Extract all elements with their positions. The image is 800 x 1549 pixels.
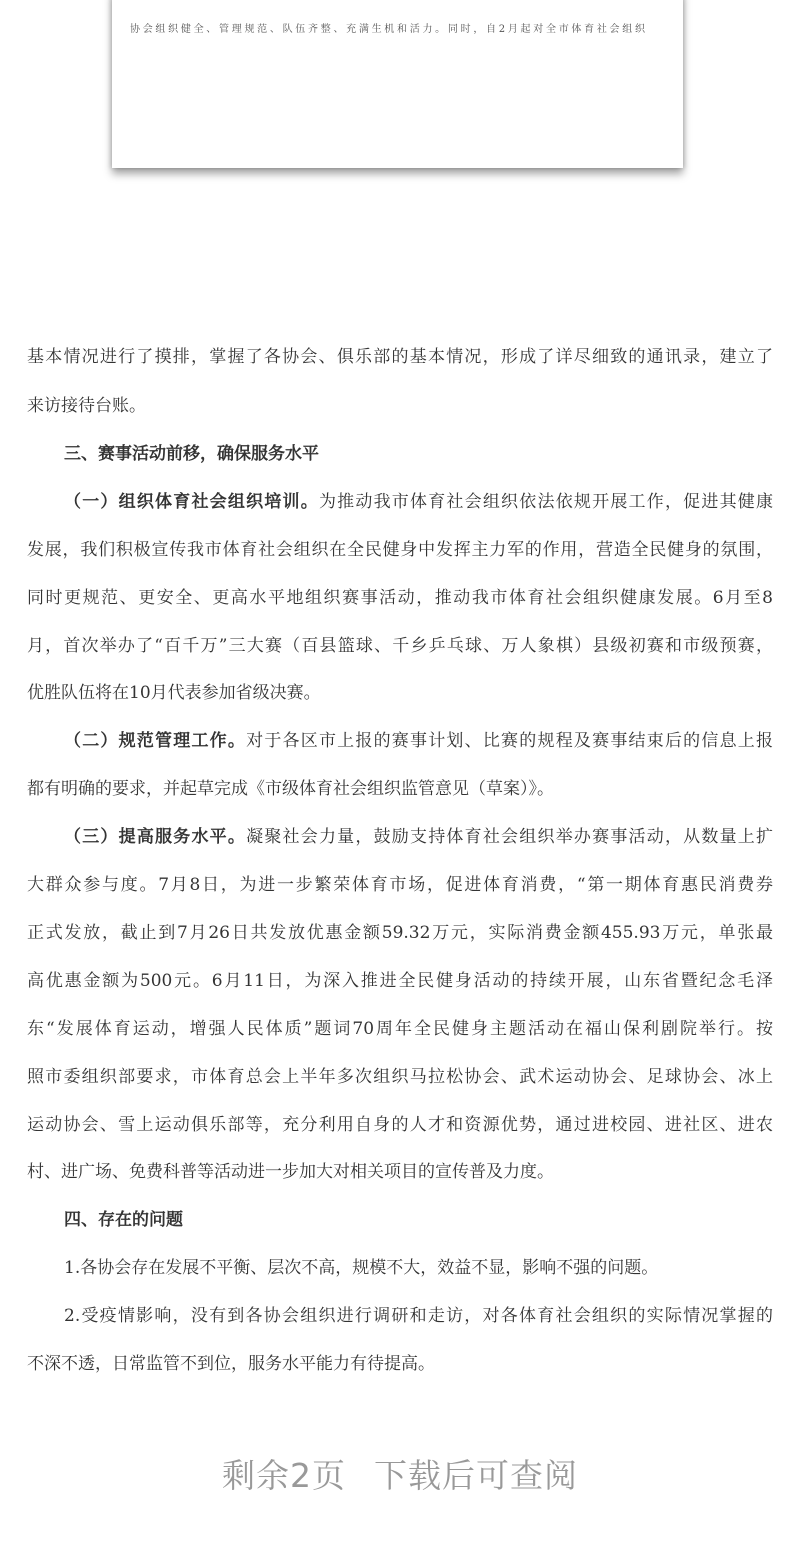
paragraph-line: 同时更规范、更安全、更高水平地组织赛事活动，推动我市体育社会组织健康发展。6月至8 (27, 588, 773, 608)
paragraph-text: 对于各区市上报的赛事计划、比赛的规程及赛事结束后的信息上报 (246, 731, 774, 751)
subheading-1: （一）组织体育社会组织培训。 (64, 492, 319, 512)
paragraph-line: 2.受疫情影响，没有到各协会组织进行调研和走访，对各体育社会组织的实际情况掌握的 (64, 1306, 773, 1326)
paragraph-line: 东“发展体育运动，增强人民体质”题词70周年全民健身主题活动在福山保利剧院举行。按 (27, 1019, 773, 1039)
paragraph-line: 村、进广场、免费科普等活动进一步加大对相关项目的宣传普及力度。 (27, 1162, 554, 1182)
paragraph-line: 照市委组织部要求，市体育总会上半年多次组织马拉松协会、武术运动协会、足球协会、冰上 (27, 1067, 773, 1087)
paragraph-text: 凝聚社会力量，鼓励支持体育社会组织举办赛事活动，从数量上扩 (246, 827, 774, 847)
paragraph-line: 基本情况进行了摸排，掌握了各协会、俱乐部的基本情况，形成了详尽细致的通讯录，建立了 (27, 347, 773, 367)
paragraph-line: 运动协会、雪上运动俱乐部等，充分利用自身的人才和资源优势，通过进校园、进社区、进农 (27, 1115, 773, 1135)
remaining-pages-text: 剩余2页 (222, 1456, 346, 1495)
document-preview-card (112, 0, 683, 168)
paragraph-line: 高优惠金额为500元。6月11日，为深入推进全民健身活动的持续开展，山东省暨纪念毛泽 (27, 971, 773, 991)
preview-text-line: 协会组织健全、管理规范、队伍齐整、充满生机和活力。同时，自2月起对全市体育社会组织 (130, 24, 645, 35)
paragraph-line: 优胜队伍将在10月代表参加省级决赛。 (27, 683, 321, 703)
paragraph-line: 都有明确的要求，并起草完成《市级体育社会组织监管意见（草案）》。 (27, 779, 554, 799)
download-to-view-text: 下载后可查阅 (374, 1456, 578, 1495)
paragraph-text: 为推动我市体育社会组织依法依规开展工作，促进其健康 (318, 492, 774, 512)
paragraph-line (64, 729, 773, 753)
paragraph-line (64, 490, 773, 514)
section-heading-4: 四、存在的问题 (64, 1210, 183, 1230)
paragraph-line: 发展，我们积极宣传我市体育社会组织在全民健身中发挥主力军的作用，营造全民健身的氛围， (27, 540, 773, 560)
paragraph-line: 正式发放，截止到7月26日共发放优惠金额59.32万元，实际消费金额455.93万元，单张最 (27, 923, 773, 943)
subheading-2: （二）规范管理工作。 (64, 731, 247, 751)
paragraph-line (64, 825, 773, 849)
download-prompt[interactable] (0, 1450, 800, 1497)
paragraph-line: 月，首次举办了“百千万”三大赛（百县篮球、千乡乒乓球、万人象棋）县级初赛和市级预赛， (27, 636, 773, 656)
paragraph-line: 不深不透，日常监管不到位，服务水平能力有待提高。 (27, 1354, 435, 1374)
paragraph-line: 来访接待台账。 (27, 396, 146, 416)
paragraph-line: 1.各协会存在发展不平衡、层次不高，规模不大，效益不显，影响不强的问题。 (64, 1258, 659, 1278)
subheading-3: （三）提高服务水平。 (64, 827, 247, 847)
paragraph-line: 大群众参与度。7月8日，为进一步繁荣体育市场，促进体育消费，“第一期体育惠民消费券 (27, 875, 773, 895)
section-heading-3: 三、赛事活动前移，确保服务水平 (64, 444, 319, 464)
